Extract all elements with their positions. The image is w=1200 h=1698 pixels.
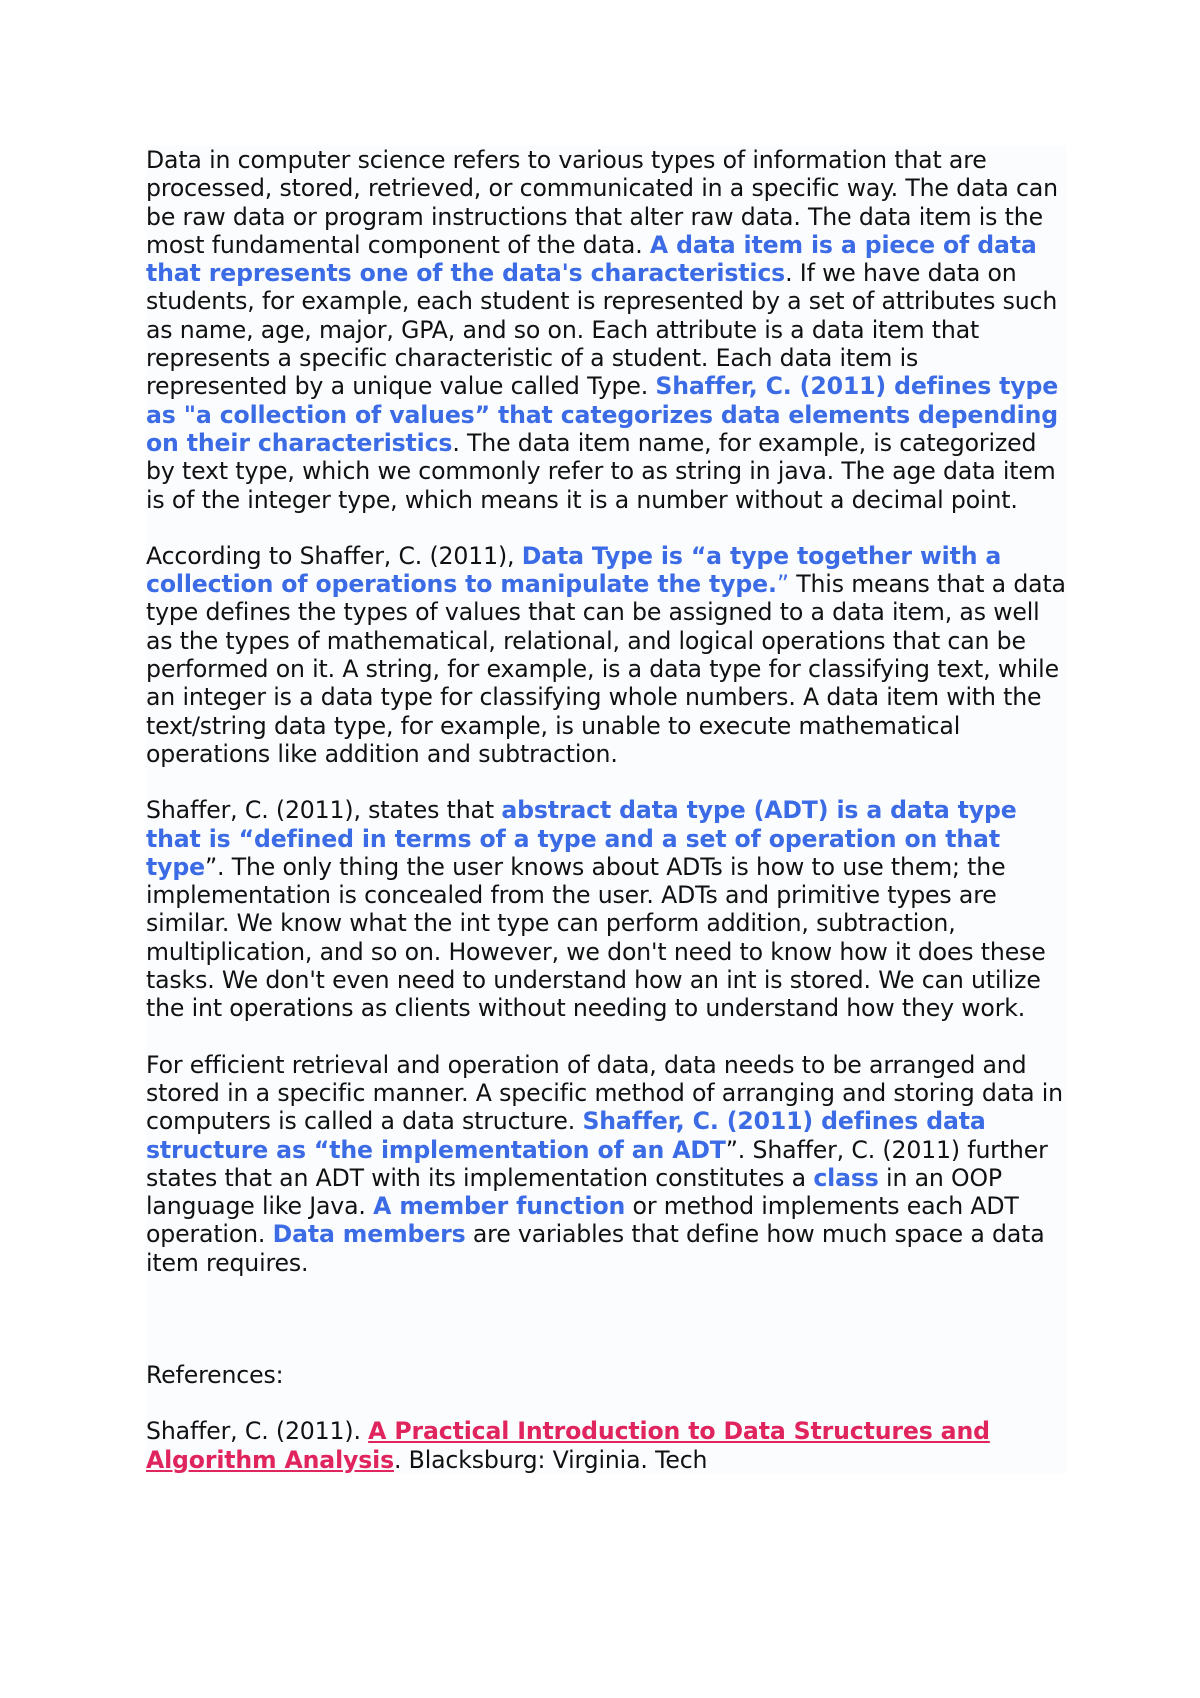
section-spacer <box>146 1277 1066 1361</box>
highlighted-definition: abstract data type (ADT) is a data type that is “defined in terms of a type and a set of operation on that type <box>146 796 1017 881</box>
body-text: According to Shaffer, C. (2011), <box>146 541 522 570</box>
paragraph-data-type <box>146 542 1066 768</box>
reference-link[interactable]: A Practical Introduction to Data Structures and Algorithm Analysis <box>146 1417 990 1474</box>
highlighted-definition: Shaffer, C. (2011) defines data structure as “the implementation of an ADT <box>146 1107 986 1164</box>
paragraph-spacer <box>146 768 1066 796</box>
paragraph-spacer <box>146 1023 1066 1051</box>
document-body <box>146 146 1066 1474</box>
body-text: For efficient retrieval and operation of data, data needs to be arranged and stored in a specific manner. A specific method of arranging and storing data in computers is called a data structure. <box>146 1050 1063 1136</box>
citation-text: Shaffer, C. (2011). <box>146 1417 369 1446</box>
reference-entry <box>146 1417 1066 1474</box>
body-text: Data in computer science refers to various types of information that are processed, stored, retrieved, or communicated in a specific way. The data can be raw data or program instructions that alter raw data. The data item is the most fundamental component of the data. <box>146 146 1058 259</box>
highlighted-term: Data members <box>272 1220 466 1249</box>
highlighted-term: A member function <box>373 1192 626 1221</box>
body-text: This means that a data type defines the types of values that can be assigned to a data item, as well as the types of mathematical, relational, and logical operations that can be performed on it. A string, for example, is a data type for classifying text, while an integer is a data type for classifying whole numbers. A data item with the text/string data type, for example, is unable to execute mathematical operations like addition and subtraction. <box>146 570 1066 768</box>
citation-text: . Blacksburg: Virginia. Tech <box>393 1445 708 1474</box>
closing-quote: ” <box>776 570 789 599</box>
body-text: are variables that define how much space a data item requires. <box>146 1220 1045 1277</box>
body-text: ”. Shaffer, C. (2011) further states that an ADT with its implementation constitutes a <box>146 1135 1048 1192</box>
paragraph-spacer <box>146 514 1066 542</box>
references-heading: References: <box>146 1360 284 1389</box>
paragraph-spacer <box>146 1389 1066 1417</box>
body-text: ”. The only thing the user knows about ADTs is how to use them; the implementation is concealed from the user. ADTs and primitive types are similar. We know what the int type can perform addition, subtraction, multiplication, and so on. However, we don't need to know how it does these tasks. We don't even need to understand how an int is stored. We can utilize the int operations as clients without needing to understand how they work. <box>146 852 1046 1023</box>
highlighted-definition: Data Type is “a type together with a collection of operations to manipulate the type. <box>146 541 1002 599</box>
body-text: . If we have data on students, for example, each student is represented by a set of attributes such as name, age, major, GPA, and so on. Each attribute is a data item that represents a specific characteristic of a student. Each data item is represented by a unique value called Type. <box>146 259 1058 401</box>
paragraph-data-structure <box>146 1051 1066 1277</box>
paragraph-adt <box>146 796 1066 1022</box>
body-text: or method implements each ADT operation. <box>146 1192 1019 1249</box>
body-text: in an OOP language like Java. <box>146 1163 1002 1221</box>
paragraph-data-item <box>146 146 1066 514</box>
highlighted-definition: Shaffer, C. (2011) defines type as "a collection of values” that categorizes data elements depending on their characteristics <box>146 372 1059 457</box>
body-text: . The data item name, for example, is categorized by text type, which we commonly refer to as string in java. The age data item is of the integer type, which means it is a number without a decimal point. <box>146 428 1056 514</box>
body-text: Shaffer, C. (2011), states that <box>146 796 502 825</box>
highlighted-definition: A data item is a piece of data that represents one of the data's characteristics <box>146 230 1037 288</box>
highlighted-term: class <box>813 1163 879 1192</box>
